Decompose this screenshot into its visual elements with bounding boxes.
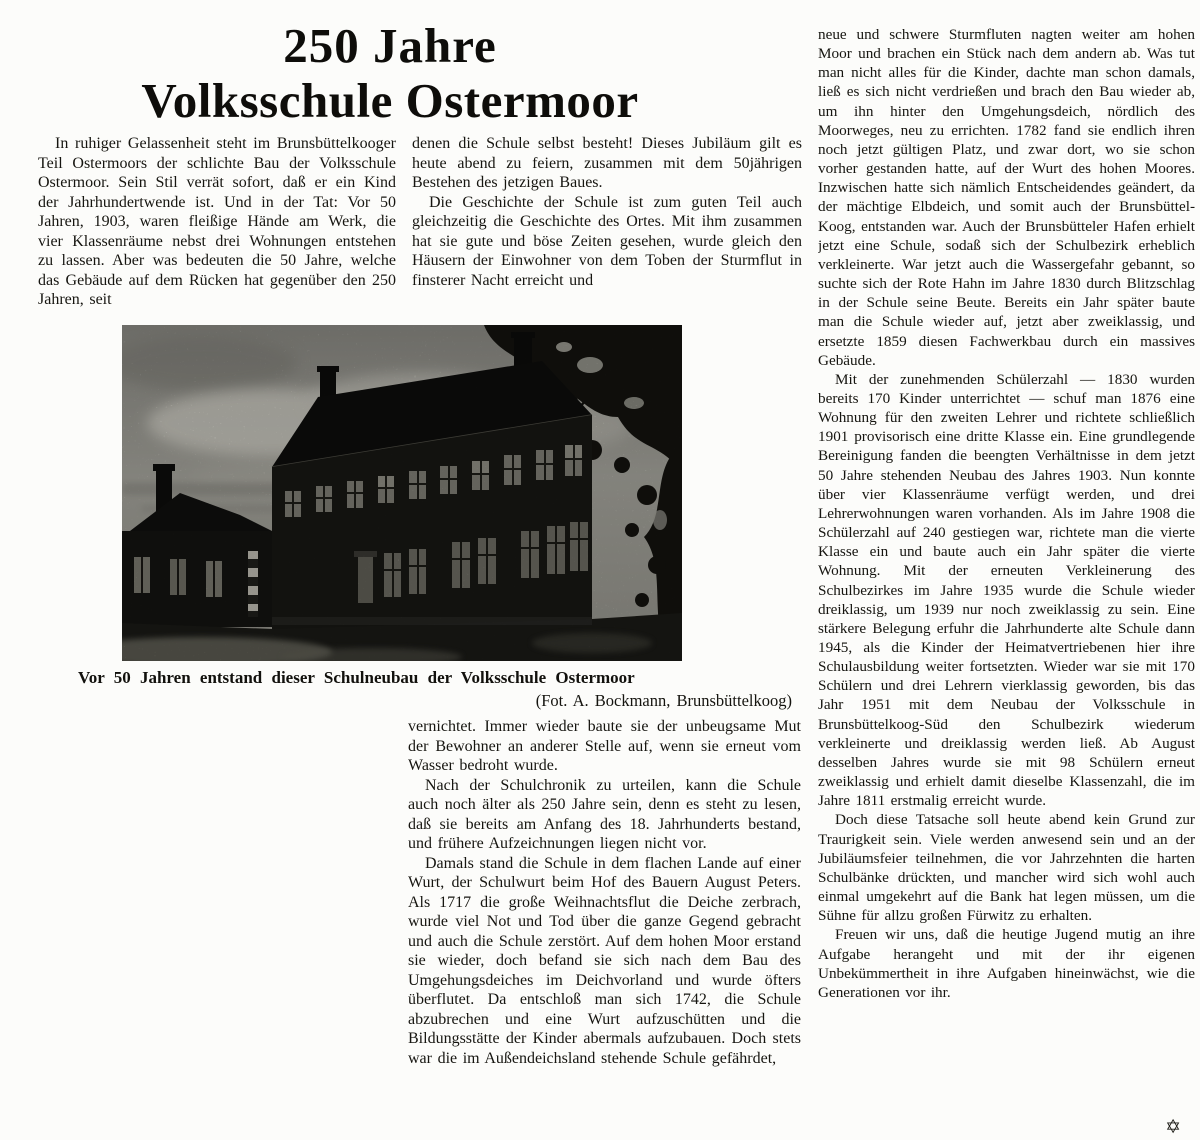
paragraph: denen die Schule selbst besteht! Dieses Jubiläum gilt es heute abend zu feiern, zusammen mit dem 50jährigen Bestehen des jetzigen Baues. [412,135,802,191]
school-photo [122,325,682,661]
column-right [818,25,1195,1139]
paragraph: neue und schwere Sturmfluten nagten weiter am hohen Moor und brachen ein Stück nach dem andern ab. Was tut man nicht alles für die Kinder, dachte man schon damals, ließ es sich nicht verdrießen und brach den Bau wieder ab, um ihn hinter den Umgehungsdeich, nördlich des Moorweges, neu zu errichten. 1782 fand sie endlich ihren noch jetzt gültigen Platz, und zwar dort, wo sie schon vorher gestanden hatte, auf der Wurt des hohen Moores. Inzwischen hatte sich nämlich Entscheidendes geändert, da der mächtige Elbdeich, und somit auch der Brunsbüttel-Koog, entstanden war. Auch der Brunsbütteler Hafen erhielt jetzt eine Schule, sodaß sich der Schulbezirk erheblich verkleinerte. War jetzt auch die Wassergefahr gebannt, so suchte sich der Rote Hahn im Jahre 1830 durch Blitzschlag in der Schule seine Beute. Bereits ein Jahr später baute man die Schule wieder auf, jetzt aber zweiklassig, und ersetzte 1859 diesen Fachwerkbau durch ein massives Gebäude. [818,26,1195,369]
paragraph: Nach der Schulchronik zu urteilen, kann die Schule auch noch älter als 250 Jahre sein, denn es steht zu lesen, daß sie bereits am Anfang des 18. Jahrhunderts bestand, und frühere Aufzeichnungen liegen nicht vor. [408,776,801,852]
paragraph: Mit der zunehmenden Schülerzahl — 1830 wurden bereits 170 Kinder unterrichtet — schuf man 1876 eine Wohnung für den zweiten Lehrer und richtete schließlich 1901 provisorisch eine dritte Klasse ein. Eine grundlegende Bereinigung fanden die beengten Verhältnisse in dem jetzt 50 Jahre stehenden Neubau des Jahres 1903. Nun konnte über vier Klassenräume verfügt werden, und drei Lehrerwohnungen waren vorhanden. Als im Jahre 1908 die Schülerzahl auf 240 gestiegen war, richtete man die vierte Klasse ein und baute auch ein Jahr später die vierte Wohnung. Mit der erneuten Verkleinerung des Schulbezirkes im Jahre 1935 wurde die Schule wieder dreiklassig, um 1939 nur noch zweiklassig zu sein. Eine stärkere Belegung erfuhr die Jahrhunderte alte Schule dann 1945, als die Kinder der Heimatvertriebenen hier ihre Schulausbildung weiter fortsetzten. Wieder war sie mit 170 Schülern und drei Lehrern vierklassig geworden, bis das Jahr 1951 mit dem Neubau der Volksschule in Brunsbüttelkoog-Süd den Schulbezirk wiederum verkleinerte und dreiklassig werden ließ. Ab August desselben Jahres wurde sie mit 98 Schülern erneut zweiklassig und erhielt damit dieselbe Klassenzahl, die im Jahre 1811 erstmalig erreicht wurde. [818,370,1195,810]
paragraph: In ruhiger Gelassenheit steht im Brunsbüttelkooger Teil Ostermoors der schlichte Bau der Volksschule Ostermoor. Sein Stil verrät sofort, daß er ein Kind der Jahrhundertwende ist. Und in der Tat: Vor 50 Jahren, 1903, waren fleißige Hände am Werk, die vier Klassenräume nebst drei Wohnungen entstehen zu lassen. Aber was bedeuten die 50 Jahre, welche das Gebäude auf dem Rücken hat gegenüber den 250 Jahren, seit [38,135,396,308]
paragraph: vernichtet. Immer wieder baute sie der unbeugsame Mut der Bewohner an anderer Stelle auf, wenn sie erneut vom Wasser bedroht wurde. [408,718,801,774]
photo-caption: Vor 50 Jahren entstand dieser Schulneubau der Volksschule Ostermoor [78,668,635,687]
paragraph: Freuen wir uns, daß die heutige Jugend mutig an ihre Aufgabe herangeht und mit der ihr eigenen Unbekümmertheit in ihre Aufgaben hineinwächst, wie die Generationen vor ihr. [818,926,1195,1001]
paragraph: Die Geschichte der Schule ist zum guten Teil auch gleichzeitig die Geschichte des Ortes. Mit ihm zusammen hat sie gute und böse Zeiten gesehen, wurde gleich den Häusern der Einwohner von dem Toben der Sturmflut in finsterer Nacht erreicht und [412,193,802,289]
photo-credit: (Fot. A. Bockmann, Brunsbüttelkoog) [535,691,792,710]
column-center-top [412,134,802,330]
school-photo-image [122,325,682,661]
headline-line2: Volksschule Ostermoor [141,73,639,128]
article-headline [60,18,720,128]
column-left [38,134,396,330]
paragraph: Doch diese Tatsache soll heute abend kein Grund zur Traurigkeit sein. Viele werden anwesend sein und an der Jubiläumsfeier teilnehmen, die vor Jahrzehnten die harten Schulbänke drückten, und mancher wird sich wohl auch einmal umgekehrt auf die Bank hat legen müssen, um die Sühne für allzu großen Fürwitz zu erhalten. [818,811,1195,925]
end-star-icon: ✡ [1165,1117,1181,1138]
headline-line1: 250 Jahre [283,18,497,73]
column-center-bottom [408,717,801,1140]
paragraph: Damals stand die Schule in dem flachen Lande auf einer Wurt, der Schulwurt beim Hof des Bauern August Peters. Als 1717 die große Weihnachtsflut die Deiche zerbrach, wurde viel Not und Tod über die ganze Gegend gebracht und auch die Schule zerstört. Auf dem hohen Moor erstand sie wieder, doch befand sie sich nach dem Bau des Umgehungsdeiches im Deichvorland und wurde öfters überflutet. Da entschloß man sich 1742, die Schule abzubrechen und eine Wurt aufzuschütten und die Bildungsstätte der Kinder abermals aufzubauen. Doch stets war die im Außendeichsland stehende Schule gefährdet, [408,854,801,1067]
